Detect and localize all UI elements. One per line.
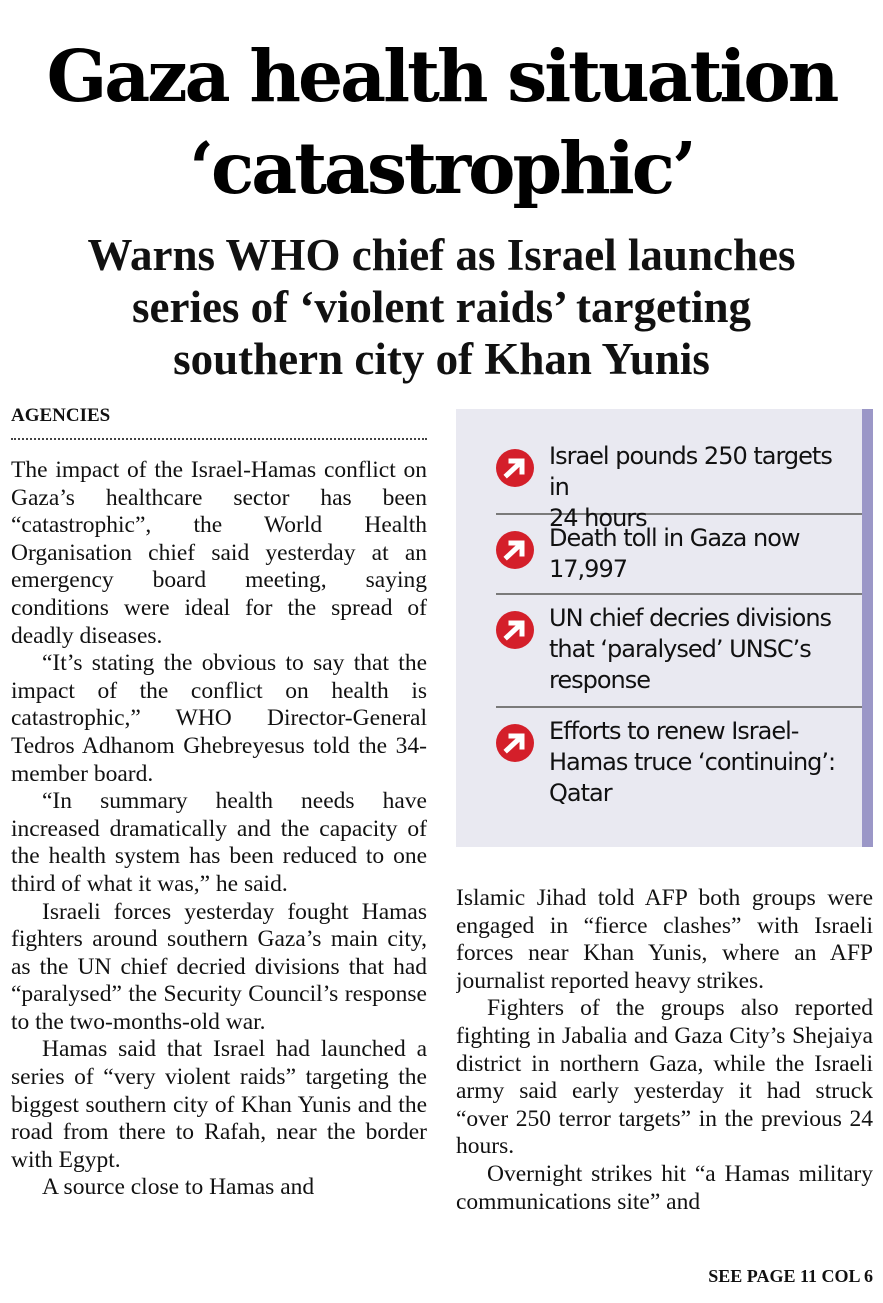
arrow-icon — [496, 611, 534, 649]
continuation-note: SEE PAGE 11 COL 6 — [708, 1266, 873, 1286]
byline: AGENCIES — [11, 404, 427, 440]
arrow-icon — [496, 724, 534, 762]
highlight-text: Death toll in Gaza now 17,997 — [549, 524, 800, 583]
highlight-text: Israel pounds 250 targets in 24 hours — [549, 442, 832, 532]
highlight-item — [496, 595, 862, 708]
subheadline — [0, 229, 883, 385]
article-column-2 — [456, 885, 873, 1255]
arrow-icon — [496, 531, 534, 569]
subhead-line-3: southern city of Khan Yunis — [173, 334, 710, 384]
highlight-text: UN chief decries divisions that ‘paralysed’ UNSC’s response — [549, 604, 832, 694]
headline-line-2: ‘catastrophic’ — [189, 126, 694, 210]
paragraph: Islamic Jihad told AFP both groups were engaged in “fierce clashes” with Israeli forces near Khan Yunis, where an AFP journalist reported heavy strikes. — [456, 885, 873, 994]
paragraph: Overnight strikes hit “a Hamas military communications site” and — [456, 1160, 873, 1215]
highlight-text: Efforts to renew Israel- Hamas truce ‘continuing’: Qatar — [549, 717, 836, 807]
highlight-item — [496, 433, 862, 532]
paragraph: “It’s stating the obvious to say that the impact of the conflict on health is catastrophic,” WHO Director-General Tedros Adhanom Ghebreyesus told the 34-member board. — [11, 650, 427, 787]
paragraph: Israeli forces yesterday fought Hamas fighters around southern Gaza’s main city, as the UN chief decried divisions that had “paralysed” the Security Council’s response to the two-months-old war. — [11, 898, 427, 1035]
paragraph: A source close to Hamas and — [42, 1174, 315, 1201]
highlight-item — [496, 515, 862, 595]
subhead-line-2: series of ‘violent raids’ targeting — [131, 282, 751, 332]
arrow-icon — [496, 449, 534, 487]
paragraph: The impact of the Israel-Hamas conflict on Gaza’s healthcare sector has been “catastrophic”, the World Health Organisation chief said yesterday at an emergency board meeting, saying conditions were ideal for the spread of deadly diseases. — [11, 457, 427, 649]
paragraph: Hamas said that Israel had launched a series of “very violent raids” targeting the biggest southern city of Khan Yunis and the road from there to Rafah, near the border with Egypt. — [11, 1036, 427, 1173]
headline-line-1: Gaza health situation — [46, 34, 837, 118]
article-column-1 — [11, 457, 427, 1289]
highlight-item — [496, 708, 862, 819]
highlights-box — [456, 409, 873, 847]
paragraph: “In summary health needs have increased dramatically and the capacity of the health system has been reduced to one third of what it was,” he said. — [11, 788, 427, 897]
headline — [0, 30, 883, 214]
subhead-line-1: Warns WHO chief as Israel launches — [87, 230, 796, 280]
paragraph: Fighters of the groups also reported fighting in Jabalia and Gaza City’s Shejaiya district in northern Gaza, while the Israeli army said early yesterday it had struck “over 250 terror targets” in the previous 24 hours. — [456, 995, 873, 1160]
